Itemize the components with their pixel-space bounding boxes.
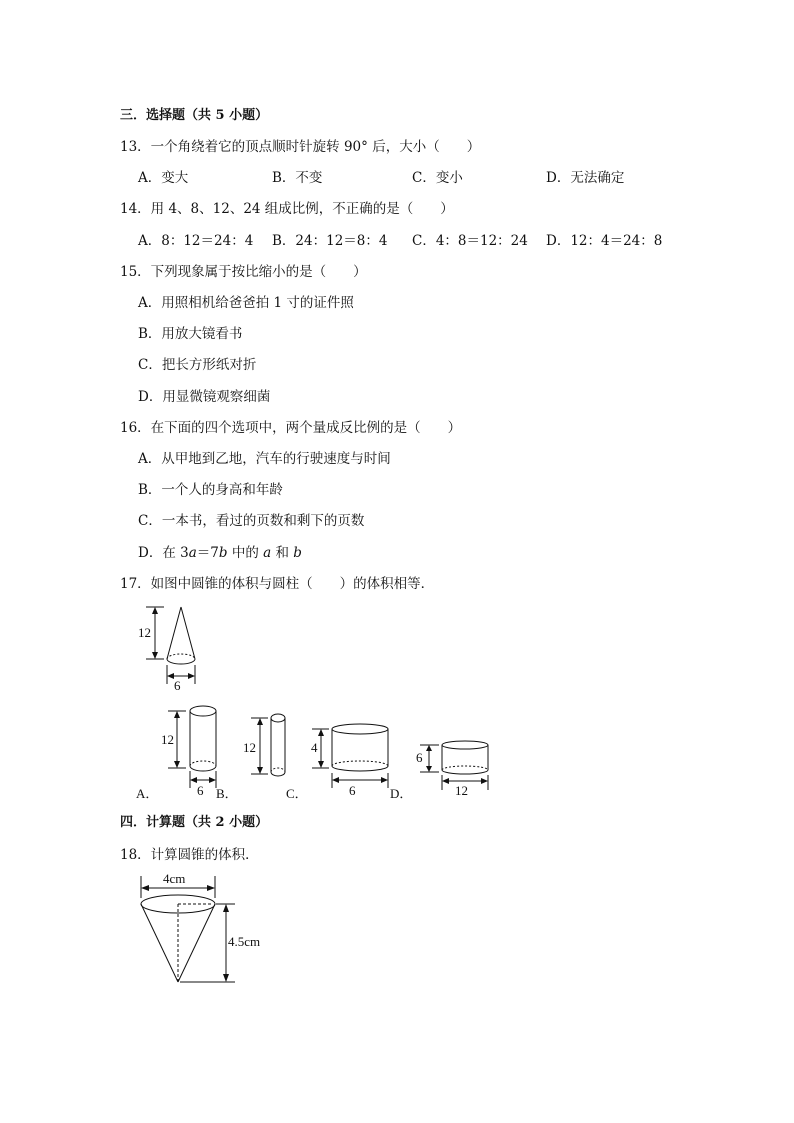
section-title-calculation: 四．计算题（共 2 小题） xyxy=(120,815,269,830)
q15-option-c: C．把长方形纸对折 xyxy=(138,357,257,373)
q16-option-d-mid: 中的 xyxy=(227,545,264,561)
q15-option-d: D．用显微镜观察细菌 xyxy=(138,389,271,405)
q17-option-b-letter: B． xyxy=(216,786,238,801)
q16-option-d-prefix: D．在 3 xyxy=(138,545,189,561)
q16-option-a: A．从甲地到乙地，汽车的行驶速度与时间 xyxy=(138,451,391,467)
q17-option-a-letter: A． xyxy=(136,786,159,801)
question-14-stem: 14．用 4、8、12、24 组成比例，不正确的是（ ） xyxy=(120,201,454,217)
q17-d-height-label: 6 xyxy=(416,750,423,765)
q16-var-b2: b xyxy=(293,545,302,561)
q16-option-d-and: 和 xyxy=(271,545,294,561)
q17-cylinder-a xyxy=(168,706,216,788)
question-15-stem: 15．下列现象属于按比缩小的是（ ） xyxy=(120,264,367,280)
question-18-stem: 18．计算圆锥的体积． xyxy=(120,847,259,863)
q15-option-b: B．用放大镜看书 xyxy=(138,326,243,342)
q17-c-height-label: 4 xyxy=(311,740,318,755)
q17-d-diameter-label: 12 xyxy=(455,783,468,798)
q13-option-d: D．无法确定 xyxy=(546,170,625,186)
q14-option-d: D．12：4＝24：8 xyxy=(546,233,663,249)
q18-diameter-label: 4cm xyxy=(163,871,186,886)
question-16-stem: 16．在下面的四个选项中，两个量成反比例的是（ ） xyxy=(120,420,462,436)
q14-option-c: C．4：8＝12：24 xyxy=(412,233,528,249)
q14-option-b: B．24：12＝8：4 xyxy=(272,233,388,249)
q18-cone-figure xyxy=(141,876,235,982)
q16-var-a2: a xyxy=(263,545,272,561)
q16-var-a: a xyxy=(188,545,197,561)
q17-cylinder-b xyxy=(251,714,285,776)
q16-option-b: B．一个人的身高和年龄 xyxy=(138,482,283,498)
question-17-stem: 17．如图中圆锥的体积与圆柱（ ）的体积相等． xyxy=(120,576,435,592)
q16-option-c: C．一本书，看过的页数和剩下的页数 xyxy=(138,513,365,529)
q16-option-d-eq: ＝7 xyxy=(196,545,219,561)
q13-option-c: C．变小 xyxy=(412,170,463,186)
question-13-stem: 13．一个角绕着它的顶点顺时针旋转 90° 后，大小（ ） xyxy=(120,139,481,155)
q18-height-label: 4.5cm xyxy=(228,934,261,949)
q16-var-b: b xyxy=(218,545,228,561)
q17-option-c-letter: C． xyxy=(286,786,308,801)
q17-a-height-label: 12 xyxy=(161,732,174,747)
q17-cone-height-label: 12 xyxy=(138,625,151,640)
q17-c-diameter-label: 6 xyxy=(349,783,356,798)
q15-option-a: A．用照相机给爸爸拍 1 寸的证件照 xyxy=(138,295,354,311)
q13-option-a: A．变大 xyxy=(138,170,189,186)
q17-b-height-label: 12 xyxy=(243,740,256,755)
q17-option-d-letter: D． xyxy=(390,786,413,801)
q13-option-b: B．不变 xyxy=(272,170,323,186)
q17-cylinder-c xyxy=(312,724,388,788)
q17-cone-figure xyxy=(146,607,195,684)
q14-option-a: A．8：12＝24：4 xyxy=(138,233,254,249)
q17-cone-diameter-label: 6 xyxy=(174,678,181,693)
q17-a-diameter-label: 6 xyxy=(197,783,204,798)
section-title-choice: 三．选择题（共 5 小题） xyxy=(120,108,269,123)
